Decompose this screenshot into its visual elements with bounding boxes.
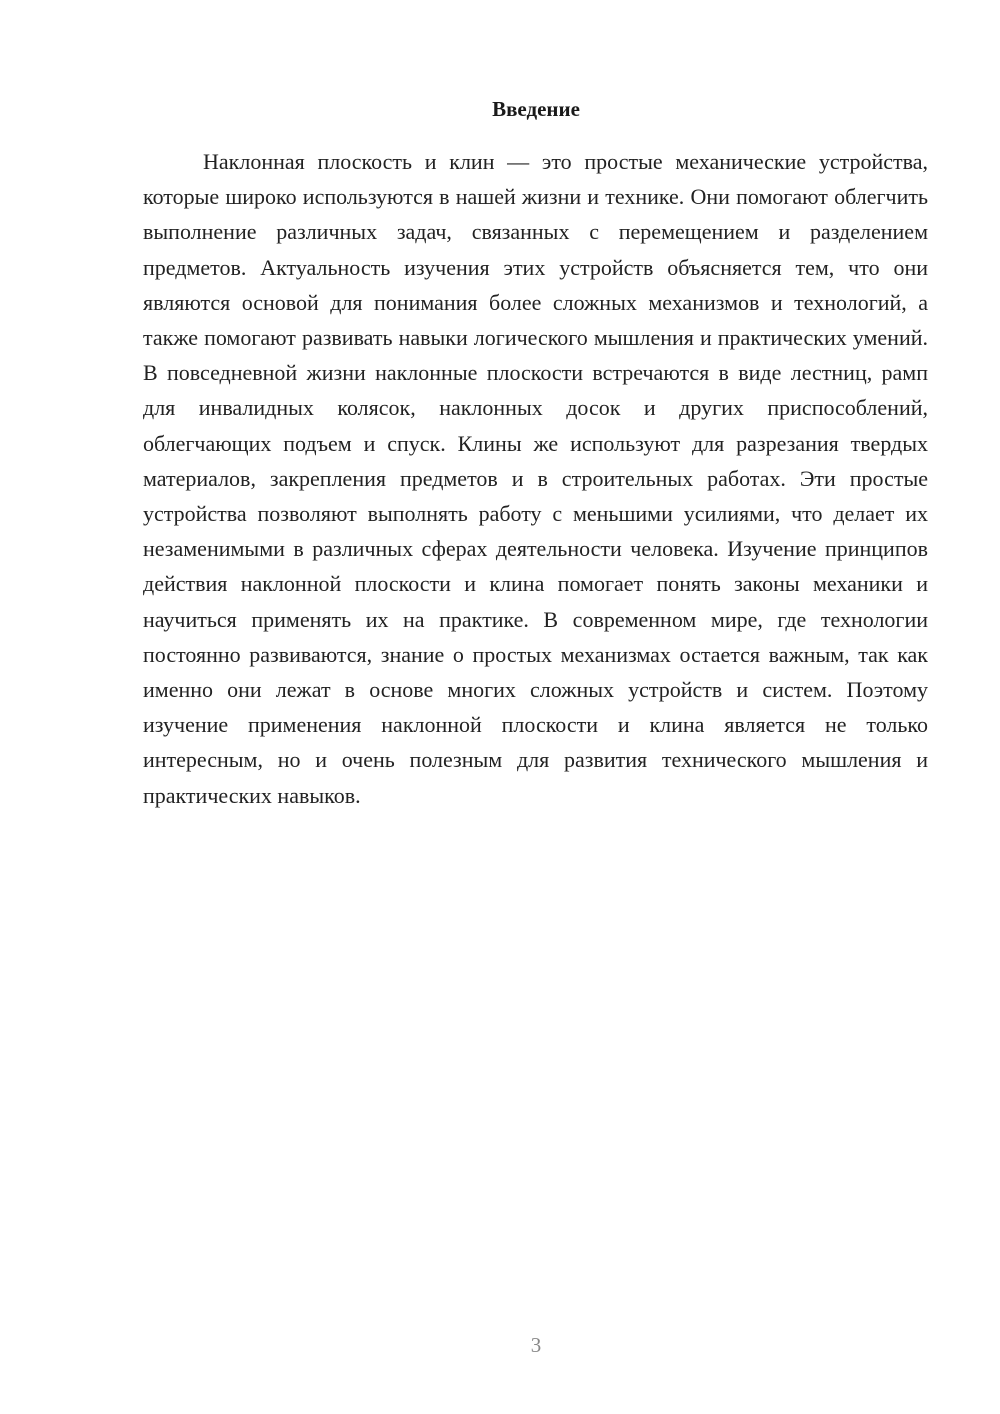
body-paragraph: Наклонная плоскость и клин — это простые механические устройства, которые широко используются в нашей жизни и технике. Они помогают облегчить выполнение различных задач, связанных с перемещением и разделением предметов. Актуальность изучения этих устройств объясняется тем, что они являются основой для понимания более сложных механизмов и технологий, а также помогают развивать навыки логического мышления и практических умений. В повседневной жизни наклонные плоскости встречаются в виде лестниц, рамп для инвалидных колясок, наклонных досок и других приспособлений, облегчающих подъем и спуск. Клины же используют для разрезания твердых материалов, закрепления предметов и в строительных работах. Эти простые устройства позволяют выполнять работу с меньшими усилиями, что делает их незаменимыми в различных сферах деятельности человека. Изучение принципов действия наклонной плоскости и клина помогает понять законы механики и научиться применять их на практике. В современном мире, где технологии постоянно развиваются, знание о простых механизмах остается важным, так как именно они лежат в основе многих сложных устройств и систем. Поэтому изучение применения наклонной плоскости и клина является не только интересным, но и очень полезным для развития технического мышления и практических навыков. <box>143 149 928 808</box>
page-number: 3 <box>530 1333 542 1357</box>
section-heading: Введение <box>492 97 580 121</box>
